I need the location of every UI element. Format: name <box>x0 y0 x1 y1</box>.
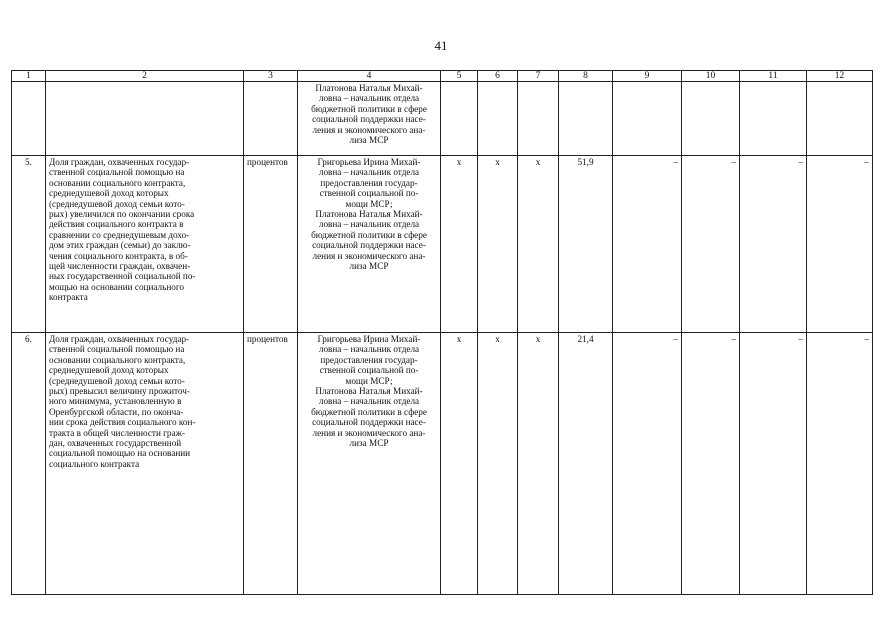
value-cell: х <box>478 333 518 595</box>
value-cell: х <box>518 333 559 595</box>
value-cell: 21,4 <box>559 333 613 595</box>
column-header: 8 <box>559 71 613 82</box>
page-number: 41 <box>434 38 448 53</box>
value-cell <box>478 82 518 156</box>
column-header: 11 <box>740 71 807 82</box>
column-header: 6 <box>478 71 518 82</box>
column-header: 5 <box>441 71 478 82</box>
value-cell <box>682 82 740 156</box>
table-row <box>12 156 873 333</box>
value-cell: – <box>682 333 740 595</box>
row-number: 6. <box>12 333 46 595</box>
indicator-description <box>46 82 244 156</box>
row-number <box>12 82 46 156</box>
value-cell <box>740 82 807 156</box>
value-cell: – <box>740 156 807 333</box>
indicator-description: Доля граждан, охваченных государ- ственной социальной помощью на основании социального контракта, среднедушевой доход которых (среднедушевой доход семьи кото- рых) увеличился по окончании срока действия социального контракта в сравнении со среднедушевым дохо- дом этих граждан (семьи) до заклю- чения социального контракта, в об- щей численности граждан, охвачен- ных государственной социальной по- мощью на основании социального контракта <box>46 156 244 333</box>
column-header: 7 <box>518 71 559 82</box>
value-cell: х <box>441 156 478 333</box>
column-header: 1 <box>12 71 46 82</box>
column-header: 12 <box>807 71 873 82</box>
value-cell <box>441 82 478 156</box>
table-row <box>12 82 873 156</box>
value-cell: 51,9 <box>559 156 613 333</box>
column-header: 2 <box>46 71 244 82</box>
value-cell <box>518 82 559 156</box>
value-cell: – <box>807 156 873 333</box>
unit-cell: процентов <box>244 333 298 595</box>
row-number: 5. <box>12 156 46 333</box>
value-cell: – <box>613 156 682 333</box>
unit-cell: процентов <box>244 156 298 333</box>
column-header: 3 <box>244 71 298 82</box>
value-cell: – <box>682 156 740 333</box>
column-header: 10 <box>682 71 740 82</box>
value-cell: – <box>613 333 682 595</box>
value-cell: х <box>478 156 518 333</box>
column-header: 4 <box>298 71 441 82</box>
indicator-description: Доля граждан, охваченных государ- ственной социальной помощью на основании социального контракта, среднедушевой доход которых (среднедушевой доход семьи кото- рых) превысил величину прожиточ- ного минимума, установленную в Оренбургской области, по оконча- нии срока действия социального кон- тракта в общей численности граж- дан, охваченных государственной социальной помощью на основании социального контракта <box>46 333 244 595</box>
unit-cell <box>244 82 298 156</box>
value-cell: – <box>740 333 807 595</box>
column-header: 9 <box>613 71 682 82</box>
value-cell: – <box>807 333 873 595</box>
value-cell: х <box>441 333 478 595</box>
indicators-table <box>11 70 873 595</box>
table-header-row <box>12 71 873 82</box>
responsible-cell: Григорьева Ирина Михай- ловна – начальник отдела предоставления государ- ственной социальной по- мощи МСР; Платонова Наталья Михай- ловна – начальник отдела бюджетной политики в сфере социальной поддержки насе- ления и экономического ана- лиза МСР <box>298 156 441 333</box>
value-cell <box>613 82 682 156</box>
table-row <box>12 333 873 595</box>
responsible-cell: Платонова Наталья Михай- ловна – начальник отдела бюджетной политики в сфере социальной поддержки насе- ления и экономического ана- лиза МСР <box>298 82 441 156</box>
value-cell: х <box>518 156 559 333</box>
value-cell <box>807 82 873 156</box>
value-cell <box>559 82 613 156</box>
responsible-cell: Григорьева Ирина Михай- ловна – начальник отдела предоставления государ- ственной социальной по- мощи МСР; Платонова Наталья Михай- ловна – начальник отдела бюджетной политики в сфере социальной поддержки насе- ления и экономического ана- лиза МСР <box>298 333 441 595</box>
